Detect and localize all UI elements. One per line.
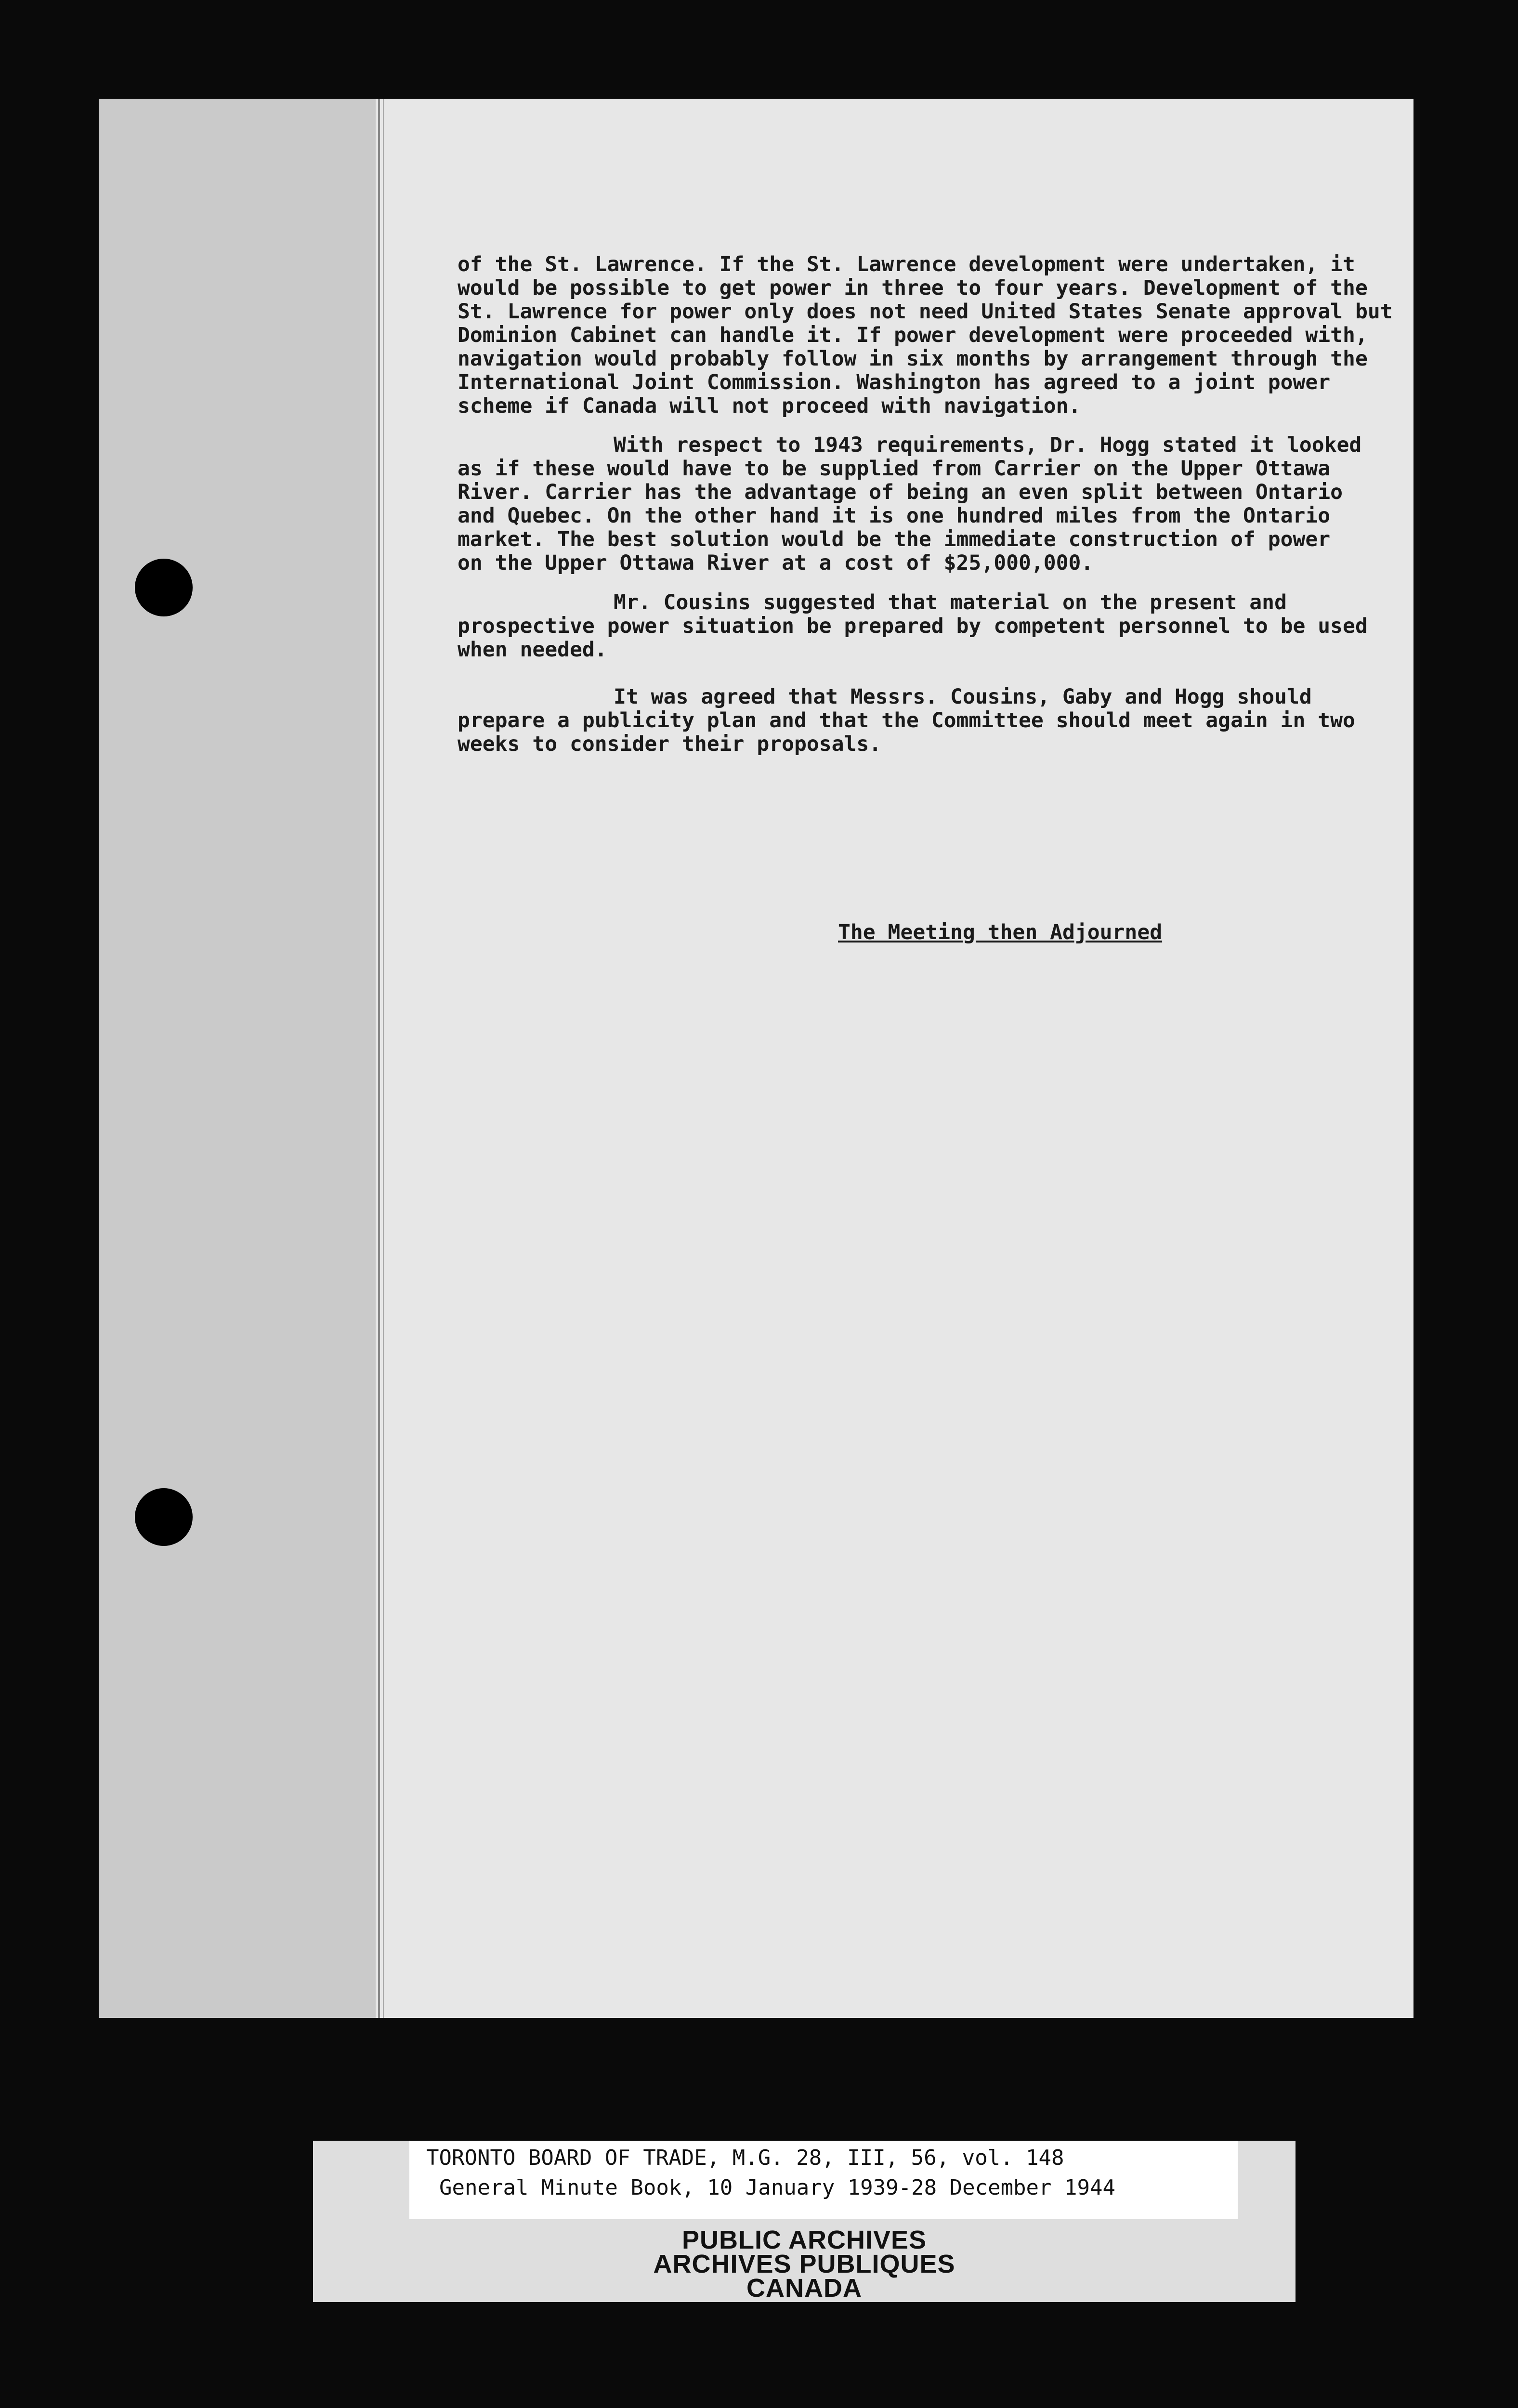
closing-statement: The Meeting then Adjourned bbox=[838, 920, 1163, 944]
archive-label bbox=[313, 2141, 1296, 2302]
text-line: St. Lawrence for power only does not need United States Senate approval but bbox=[458, 300, 1393, 324]
text-line bbox=[458, 433, 1361, 457]
text-line bbox=[458, 685, 1355, 709]
paragraph-2 bbox=[458, 433, 1361, 575]
text-line: Dominion Cabinet can handle it. If power development were proceeded with, bbox=[458, 323, 1368, 347]
label-tab-left bbox=[313, 2141, 409, 2219]
label-tab-right bbox=[1238, 2141, 1296, 2219]
text-line: would be possible to get power in three to four years. Development of the bbox=[458, 276, 1368, 300]
paragraph-4 bbox=[458, 685, 1355, 756]
text-line-content: Mr. Cousins suggested that material on the present and bbox=[614, 590, 1287, 615]
text-line: prepare a publicity plan and that the Committee should meet again in two bbox=[458, 708, 1355, 733]
margin-rule bbox=[378, 99, 380, 2018]
punch-hole bbox=[135, 1488, 193, 1546]
text-line: navigation would probably follow in six months by arrangement through the bbox=[458, 347, 1368, 371]
paragraph-1 bbox=[458, 253, 1393, 418]
text-line: prospective power situation be prepared by competent personnel to be used bbox=[458, 614, 1368, 638]
citation-line-2: General Minute Book, 10 January 1939-28 December 1944 bbox=[439, 2175, 1115, 2200]
margin-rule-secondary bbox=[383, 99, 384, 2018]
text-line bbox=[458, 591, 1368, 615]
archives-name-english: PUBLIC ARCHIVES bbox=[681, 2225, 927, 2254]
document-page bbox=[99, 99, 1413, 2018]
text-line: on the Upper Ottawa River at a cost of $25,000,000. bbox=[458, 551, 1094, 575]
text-line: when needed. bbox=[458, 638, 607, 662]
label-citation-box bbox=[409, 2141, 1238, 2219]
text-line: River. Carrier has the advantage of being an even split between Ontario bbox=[458, 480, 1343, 504]
text-line: market. The best solution would be the immediate construction of power bbox=[458, 527, 1331, 551]
text-line-content: It was agreed that Messrs. Cousins, Gaby and Hogg should bbox=[614, 685, 1312, 709]
punch-hole bbox=[135, 559, 193, 616]
text-line: International Joint Commission. Washington has agreed to a joint power bbox=[458, 370, 1331, 394]
text-line: weeks to consider their proposals. bbox=[458, 732, 882, 756]
archives-name-french: ARCHIVES PUBLIQUES bbox=[653, 2250, 955, 2278]
text-line: scheme if Canada will not proceed with navigation. bbox=[458, 394, 1081, 418]
page-margin-binding bbox=[99, 99, 376, 2018]
text-line-content: With respect to 1943 requirements, Dr. Hogg stated it looked bbox=[614, 433, 1362, 457]
text-line: of the St. Lawrence. If the St. Lawrence development were undertaken, it bbox=[458, 252, 1355, 276]
text-line: as if these would have to be supplied from Carrier on the Upper Ottawa bbox=[458, 457, 1331, 481]
text-line: and Quebec. On the other hand it is one hundred miles from the Ontario bbox=[458, 504, 1331, 528]
archives-country: CANADA bbox=[746, 2274, 862, 2303]
citation-line-1: TORONTO BOARD OF TRADE, M.G. 28, III, 56, vol. 148 bbox=[426, 2146, 1064, 2170]
paragraph-3 bbox=[458, 591, 1368, 662]
